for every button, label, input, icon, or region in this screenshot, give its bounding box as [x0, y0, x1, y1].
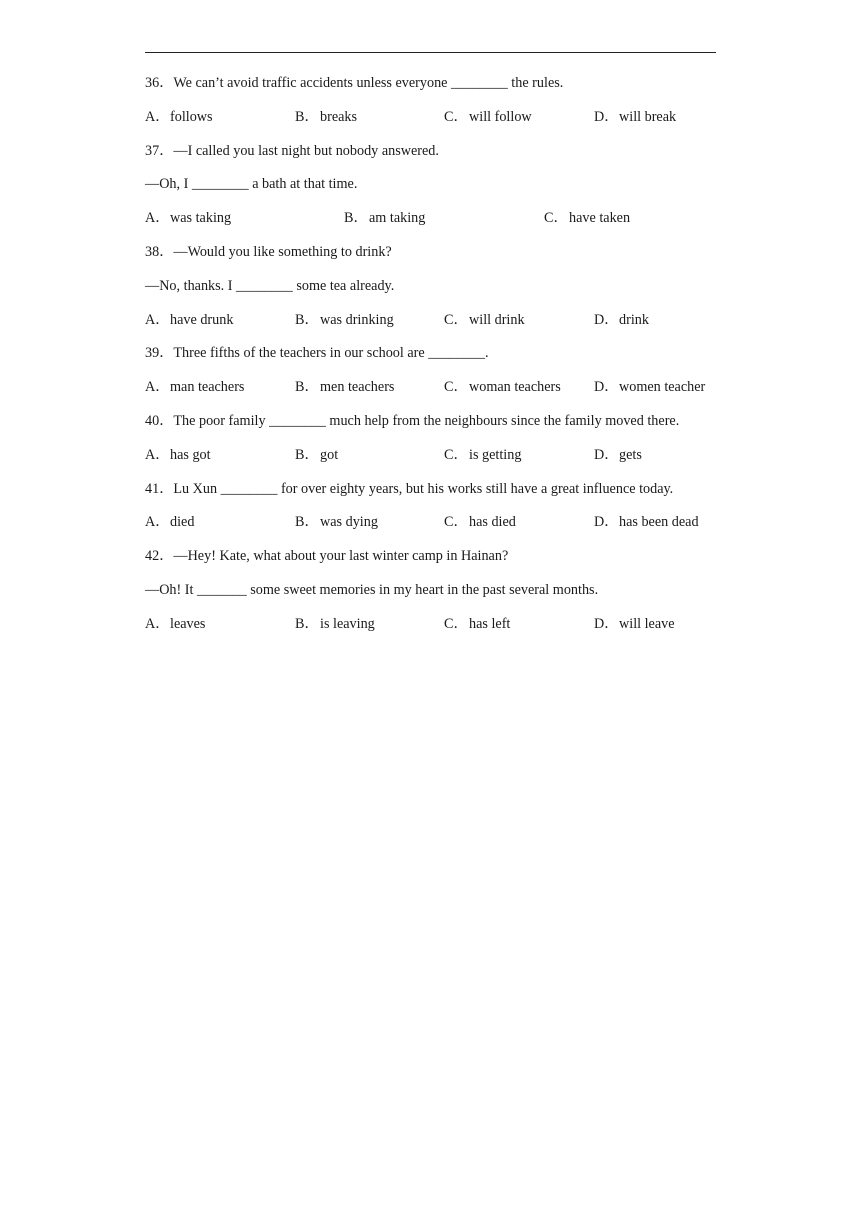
- question-stem: 40．The poor family ________ much help from the neighbours since the family moved there.: [145, 412, 680, 429]
- option-text: will leave: [619, 615, 675, 632]
- option-text: leaves: [170, 615, 206, 632]
- option-letter: C．: [544, 210, 568, 227]
- answer-option[interactable]: [444, 613, 510, 635]
- option-text: follows: [170, 108, 213, 125]
- question-block: [145, 342, 725, 410]
- answer-option[interactable]: [145, 376, 244, 398]
- option-letter: C．: [444, 379, 468, 396]
- question-stem: 36．We can’t avoid traffic accidents unless everyone ________ the rules.: [145, 75, 564, 91]
- answer-option[interactable]: [594, 444, 642, 466]
- answer-option[interactable]: [594, 613, 675, 635]
- answer-option[interactable]: [444, 444, 521, 466]
- option-text: is leaving: [320, 615, 375, 632]
- question-stem: 37．—I called you last night but nobody answered.: [145, 142, 439, 159]
- answer-option[interactable]: [295, 376, 394, 398]
- answer-option[interactable]: [145, 106, 213, 128]
- option-letter: B．: [295, 615, 319, 632]
- option-letter: A．: [145, 311, 170, 328]
- option-letter: C．: [444, 615, 468, 632]
- option-letter: D．: [594, 311, 619, 328]
- option-letter: B．: [295, 514, 319, 531]
- option-letter: A．: [145, 210, 170, 227]
- option-text: has been dead: [619, 514, 699, 531]
- answer-option[interactable]: [145, 613, 205, 635]
- option-letter: B．: [344, 210, 368, 227]
- option-text: women teacher: [619, 379, 706, 396]
- option-text: died: [170, 514, 195, 531]
- question-list: [145, 72, 725, 647]
- option-text: has got: [170, 446, 211, 463]
- options-row: [145, 207, 725, 241]
- answer-option[interactable]: [444, 309, 525, 331]
- option-letter: D．: [594, 379, 619, 396]
- option-letter: C．: [444, 311, 468, 328]
- header-rule: [145, 52, 716, 53]
- answer-option[interactable]: [295, 106, 357, 128]
- options-row: [145, 444, 725, 478]
- options-row: [145, 309, 725, 343]
- option-letter: B．: [295, 108, 319, 125]
- option-text: is getting: [469, 446, 522, 463]
- answer-option[interactable]: [344, 207, 425, 229]
- option-letter: C．: [444, 446, 468, 463]
- option-text: have drunk: [170, 311, 234, 328]
- dialogue-line: —No, thanks. I ________ some tea already.: [145, 277, 395, 294]
- options-row: [145, 613, 725, 647]
- answer-option[interactable]: [594, 376, 705, 398]
- option-letter: C．: [444, 514, 468, 531]
- answer-option[interactable]: [145, 309, 233, 331]
- answer-option[interactable]: [145, 511, 194, 533]
- options-row: [145, 376, 725, 410]
- question-block: [145, 241, 725, 342]
- question-stem: 38．—Would you like something to drink?: [145, 243, 392, 260]
- option-letter: A．: [145, 446, 170, 463]
- options-row: [145, 511, 725, 545]
- option-letter: A．: [145, 108, 170, 125]
- option-text: drink: [619, 311, 649, 328]
- question-block: [145, 545, 725, 646]
- option-text: will follow: [469, 108, 532, 125]
- option-letter: D．: [594, 108, 619, 125]
- answer-option[interactable]: [594, 511, 699, 533]
- options-row: [145, 106, 725, 140]
- option-letter: C．: [444, 108, 468, 125]
- question-stem: 39．Three fifths of the teachers in our school are ________.: [145, 345, 489, 362]
- option-letter: B．: [295, 311, 319, 328]
- answer-option[interactable]: [444, 376, 561, 398]
- question-stem: 41．Lu Xun ________ for over eighty years, but his works still have a great influence today.: [145, 480, 674, 497]
- question-stem: 42．—Hey! Kate, what about your last winter camp in Hainan?: [145, 548, 509, 565]
- answer-option[interactable]: [145, 444, 211, 466]
- answer-option[interactable]: [594, 106, 676, 128]
- answer-option[interactable]: [295, 444, 338, 466]
- option-text: gets: [619, 446, 642, 463]
- option-text: was dying: [320, 514, 378, 531]
- dialogue-line: —Oh, I ________ a bath at that time.: [145, 176, 358, 193]
- dialogue-line: —Oh! It _______ some sweet memories in my heart in the past several months.: [145, 581, 599, 598]
- option-text: will break: [619, 108, 677, 125]
- option-text: breaks: [320, 108, 358, 125]
- option-text: has left: [469, 615, 511, 632]
- option-text: men teachers: [320, 379, 395, 396]
- option-letter: B．: [295, 379, 319, 396]
- option-letter: D．: [594, 446, 619, 463]
- option-text: has died: [469, 514, 516, 531]
- question-block: [145, 72, 725, 140]
- answer-option[interactable]: [544, 207, 630, 229]
- option-letter: A．: [145, 379, 170, 396]
- answer-option[interactable]: [444, 106, 532, 128]
- option-text: am taking: [369, 210, 426, 227]
- option-text: was drinking: [320, 311, 394, 328]
- answer-option[interactable]: [295, 309, 394, 331]
- answer-option[interactable]: [145, 207, 231, 229]
- option-text: have taken: [569, 210, 631, 227]
- option-text: man teachers: [170, 379, 245, 396]
- answer-option[interactable]: [295, 613, 375, 635]
- answer-option[interactable]: [444, 511, 516, 533]
- question-block: [145, 410, 725, 478]
- option-letter: D．: [594, 615, 619, 632]
- option-text: got: [320, 446, 339, 463]
- question-block: [145, 140, 725, 241]
- question-block: [145, 478, 725, 546]
- option-text: woman teachers: [469, 379, 561, 396]
- option-text: was taking: [170, 210, 232, 227]
- option-letter: A．: [145, 615, 170, 632]
- answer-option[interactable]: [594, 309, 649, 331]
- option-letter: B．: [295, 446, 319, 463]
- answer-option[interactable]: [295, 511, 378, 533]
- option-text: will drink: [469, 311, 525, 328]
- option-letter: A．: [145, 514, 170, 531]
- option-letter: D．: [594, 514, 619, 531]
